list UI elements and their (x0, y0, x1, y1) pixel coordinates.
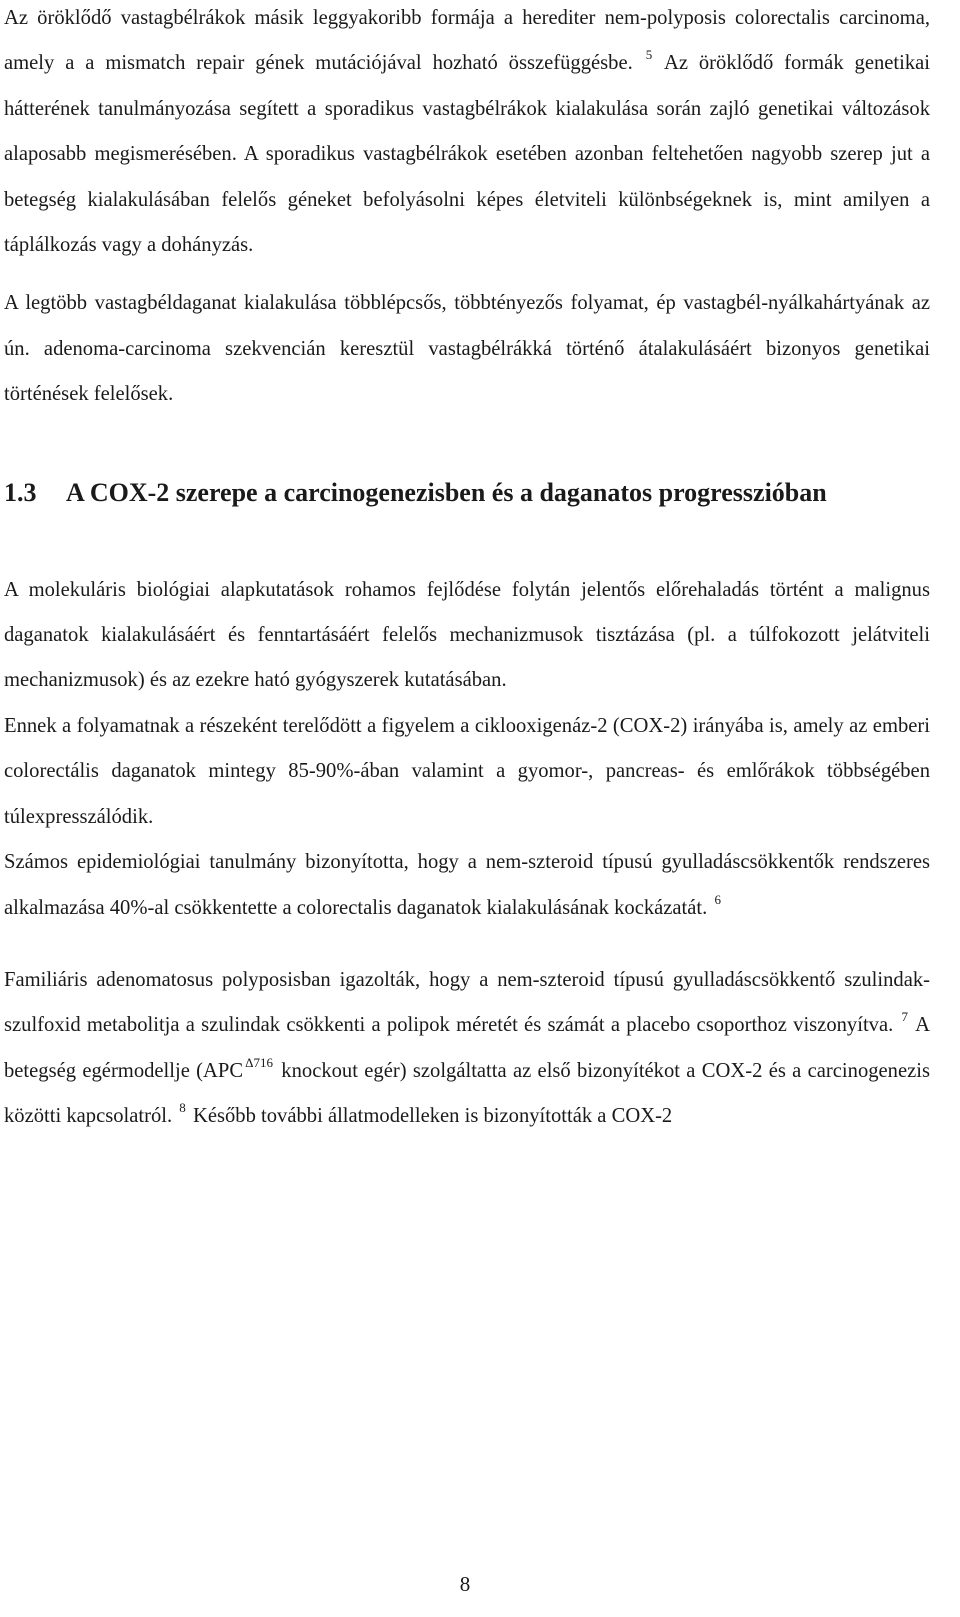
document-page (4, 0, 930, 1140)
paragraph-polyposis (4, 958, 930, 1140)
reference-number: 8 (179, 1100, 186, 1116)
paragraph-text: Számos epidemiológiai tanulmány bizonyította, hogy a nem-szteroid típusú gyulladáscsökkentők rendszeres alkalmazása 40%-al csökkentette a colorectalis daganatok kialakulásának kockázatát. (4, 851, 930, 919)
paragraph-text: Ennek a folyamatnak a részeként terelődött a figyelem a ciklooxigenáz-2 (COX-2) irányába is, amely az emberi colorectális daganatok mintegy 85-90%-ában valamint a gyomor-, pancreas- és emlőrákok többségében túlexpresszálódik. (4, 714, 930, 828)
reference-number: 7 (901, 1009, 908, 1025)
section-heading (4, 466, 930, 520)
paragraph-cox2 (4, 704, 930, 840)
paragraph-text: A molekuláris biológiai alapkutatások rohamos fejlődése folytán jelentős előrehaladás történt a malignus daganatok kialakulásáért és fenntartásáért felelős mechanizmusok tisztázása (pl. a túlfokozott jelátviteli mechanizmusok) és az ezekre ható gyógyszerek kutatásában. (4, 578, 930, 692)
paragraph-multistep (4, 281, 930, 417)
paragraph-text: Az öröklődő formák genetikai hátterének tanulmányozása segített a sporadikus vastagbélrákok kialakulása során zajló genetikai változások alaposabb megismerésében. A sporadikus vastagbélrákok esetében azonban feltehetően nagyobb szerep jut a betegség kialakulásában felelős géneket befolyásolni képes életviteli különbségeknek is, mint amilyen a táplálkozás vagy a dohányzás. (4, 52, 931, 257)
paragraph-text: Később további állatmodelleken is bizonyították a COX-2 (192, 1105, 673, 1128)
section-number: 1.3 (4, 477, 37, 507)
paragraph-text: A legtöbb vastagbéldaganat kialakulása többlépcsős, többtényezős folyamat, ép vastagbél-nyálkahártyának az ún. adenoma-carcinoma szekvencián keresztül vastagbélrákká történő átalakulásáért bizonyos genetikai történések felelősek. (4, 292, 930, 406)
page-number: 8 (459, 1572, 471, 1596)
paragraph-epidemiology (4, 840, 930, 931)
paragraph-molecular (4, 568, 930, 704)
paragraph-text: Familiáris adenomatosus polyposisban igazolták, hogy a nem-szteroid típusú gyulladáscsökkentő szulindak-szulfoxid metabolitja a szulindak csökkenti a polipok méretét és számát a placebo csoporthoz viszonyítva. (4, 968, 930, 1037)
superscript-notation: Δ716 (245, 1054, 273, 1070)
paragraph-text: A betegség egérmodellje (APC (4, 1014, 930, 1082)
paragraph-text: knockout egér) szolgáltatta az első bizonyítékot a COX-2 és a carcinogenezis közötti kapcsolatról. (4, 1059, 930, 1128)
section-title: A COX-2 szerepe a carcinogenezisben és a daganatos progresszióban (66, 477, 827, 507)
paragraph-hereditary (4, 0, 930, 268)
paragraph-text: Az öröklődő vastagbélrákok másik leggyakoribb formája a herediter nem-polyposis colorectalis carcinoma, amely a a mismatch repair gének mutációjával hozható összefüggésbe. (4, 7, 930, 75)
reference-number: 5 (645, 47, 653, 63)
reference-number: 6 (714, 891, 721, 907)
